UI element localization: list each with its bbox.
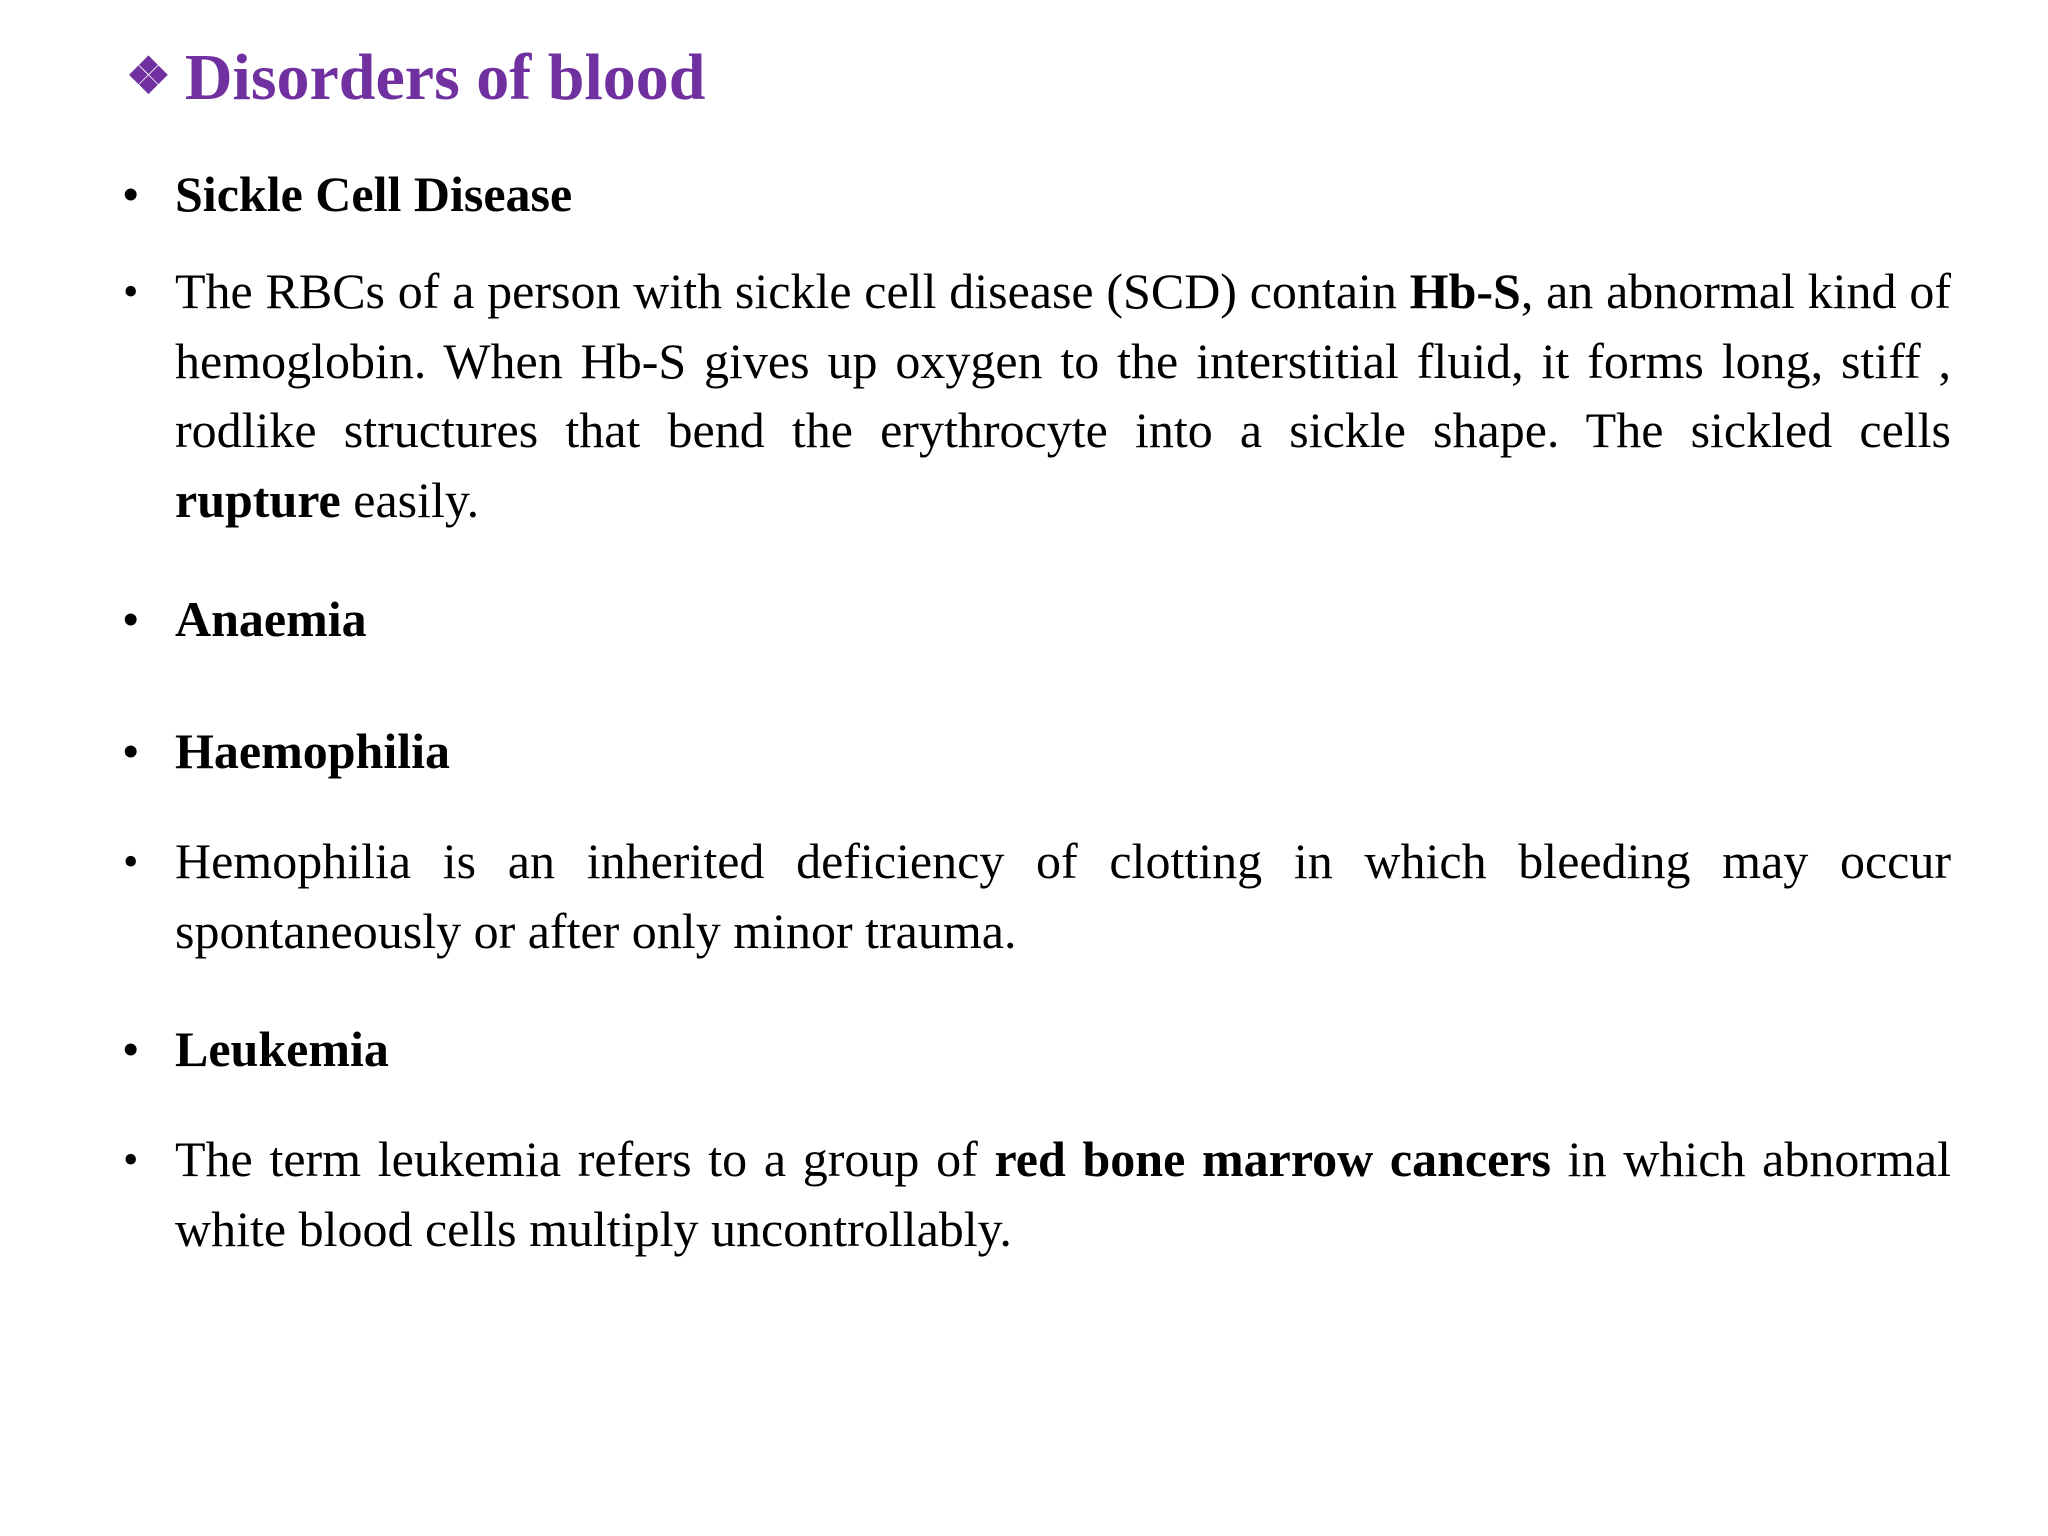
slide-title-text: Disorders of blood [184,41,706,114]
text-run: The RBCs of a person with sickle cell disease (SCD) contain [175,263,1410,319]
bold-term-red-bone-marrow-cancers: red bone marrow cancers [994,1131,1551,1187]
heading-haemophilia: • Haemophilia [175,717,1951,787]
text-run: in which abnormal white blood cells multiply uncontrollably. [175,1131,1951,1257]
heading-sickle-cell-disease: • Sickle Cell Disease [175,160,1951,230]
text-run: , an abnormal kind of hemoglobin. When Hb-S gives up oxygen to the interstitial fluid, it forms long, stiff , rodlike structures that bend the erythrocyte into a sickle shape. The sickled cells [175,263,1951,458]
heading-anaemia: • Anaemia [175,585,1951,655]
bold-term-rupture: rupture [175,471,341,528]
paragraph-leukemia [175,1125,1951,1264]
paragraph-sickle-cell [175,257,1951,535]
text-run: easily. [340,471,480,528]
heading-leukemia: • Leukemia [175,1015,1951,1085]
paragraph-haemophilia [175,827,1951,966]
text-run: Hemophilia is an inherited deficiency of clotting in which bleeding may occur spontaneously or after only minor trauma. [175,833,1951,959]
bold-term-hb-s: Hb-S [1409,263,1521,319]
slide-title [126,36,706,118]
diamond-bullet-icon: ❖ [126,48,171,104]
text-run: The term leukemia refers to a group of [175,1131,995,1187]
